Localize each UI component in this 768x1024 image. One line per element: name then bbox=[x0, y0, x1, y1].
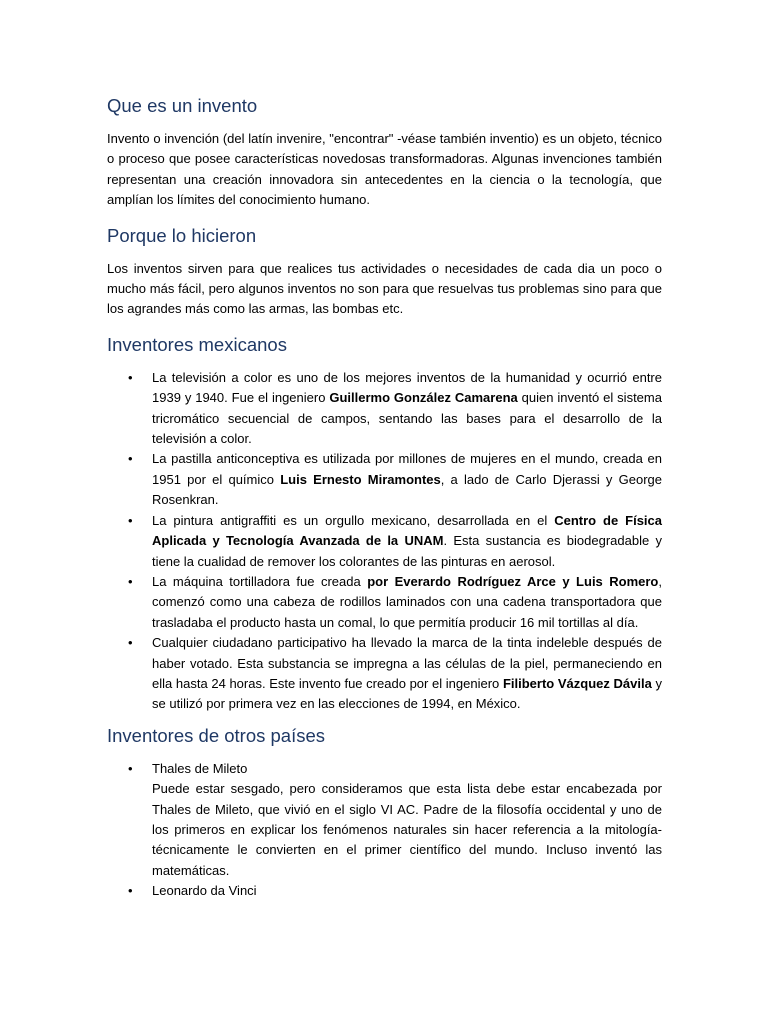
paragraph-porque: Los inventos sirven para que realices tus actividades o necesidades de cada dia un poco o mucho más fácil, pero algunos inventos no son para que resuelvas tus problemas sino para que los agrandes más como las armas, las bombas etc. bbox=[107, 260, 662, 317]
item-bold-name: Luis Ernesto Miramontes bbox=[280, 471, 441, 487]
heading-inventores-otros-paises: Inventores de otros países bbox=[107, 724, 326, 746]
heading-que-es-un-invento: Que es un invento bbox=[107, 95, 258, 116]
item-text: La máquina tortilladora fue creada bbox=[152, 573, 368, 589]
item-title: Thales de Mileto bbox=[152, 760, 248, 776]
list-item bbox=[107, 511, 662, 572]
item-text: La televisión a color es uno de los mejores inventos de la humanidad y ocurrió entre 1939 y 1940. Fue el ingeniero bbox=[152, 369, 662, 406]
paragraph-definicion: Invento o invención (del latín invenire, "encontrar" -véase también inventio) es un objeto, técnico o proceso que posee características novedosas transformadoras. Algunas invenciones también representan una creación innovadora sin antecedentes en la ciencia o la tecnología, que amplían los límites del conocimiento humano. bbox=[107, 131, 662, 208]
list-inventores-mexicanos bbox=[107, 368, 662, 715]
item-text: y se utilizó por primera vez en las elecciones de 1994, en México. bbox=[152, 675, 662, 712]
list-item bbox=[107, 572, 662, 633]
bullet-icon: • bbox=[128, 369, 133, 385]
item-text: Cualquier ciudadano participativo ha llevado la marca de la tinta indeleble después de haber votado. Esta substancia se impregna a las células de la piel, permaneciendo en ella hasta 24 horas. Este invento fue creado por el ingeniero bbox=[152, 635, 662, 691]
document-body bbox=[107, 90, 662, 902]
bullet-icon: • bbox=[128, 573, 133, 589]
bullet-icon: • bbox=[128, 451, 133, 467]
item-text: quien inventó el sistema tricromático secuencial de campos, sentando las bases para el desarrollo de la televisión a color. bbox=[152, 390, 662, 447]
list-item bbox=[107, 759, 662, 881]
list-item bbox=[107, 881, 662, 901]
item-bold-name: Centro de Física Aplicada y Tecnología Avanzada de la UNAM bbox=[152, 512, 662, 549]
item-bold-name: Filiberto Vázquez Dávila bbox=[502, 675, 652, 691]
heading-inventores-mexicanos: Inventores mexicanos bbox=[107, 333, 287, 355]
item-text: , comenzó como una cabeza de rodillos laminados con una cadena transportadora que trasladaba el producto hasta un comal, lo que permitía producir 16 mil tortillas al día. bbox=[152, 573, 662, 630]
item-text: La pastilla anticonceptiva es utilizada por millones de mujeres en el mundo, creada en 1951 por el químico bbox=[152, 451, 662, 487]
item-text: , a lado de Carlo Djerassi y George Rosenkran. bbox=[152, 471, 663, 508]
bullet-icon: • bbox=[128, 883, 133, 899]
item-text: . Esta sustancia es biodegradable y tiene la cualidad de remover los colorantes de las pinturas en aerosol. bbox=[152, 533, 662, 569]
bullet-icon: • bbox=[128, 635, 133, 651]
item-bold-name: Guillermo González Camarena bbox=[329, 390, 518, 406]
bullet-icon: • bbox=[128, 512, 133, 528]
list-item bbox=[107, 449, 662, 510]
list-inventores-otros-paises bbox=[107, 759, 662, 902]
item-title: Leonardo da Vinci bbox=[152, 883, 257, 899]
list-item bbox=[107, 633, 662, 715]
item-text: La pintura antigraffiti es un orgullo mexicano, desarrollada en el bbox=[152, 512, 555, 528]
item-body: Puede estar sesgado, pero consideramos que esta lista debe estar encabezada por Thales de Mileto, que vivió en el siglo VI AC. Padre de la filosofía occidental y uno de los primeros en explicar los fenómenos naturales sin hacer referencia a la mitología- técnicamente le convierten en el primer científico del mundo. Incluso inventó las matemáticas. bbox=[152, 781, 662, 878]
heading-porque-lo-hicieron: Porque lo hicieron bbox=[107, 224, 257, 246]
bullet-icon: • bbox=[128, 760, 133, 776]
item-bold-name: por Everardo Rodríguez Arce y Luis Romero bbox=[367, 573, 659, 589]
list-item bbox=[107, 368, 662, 450]
